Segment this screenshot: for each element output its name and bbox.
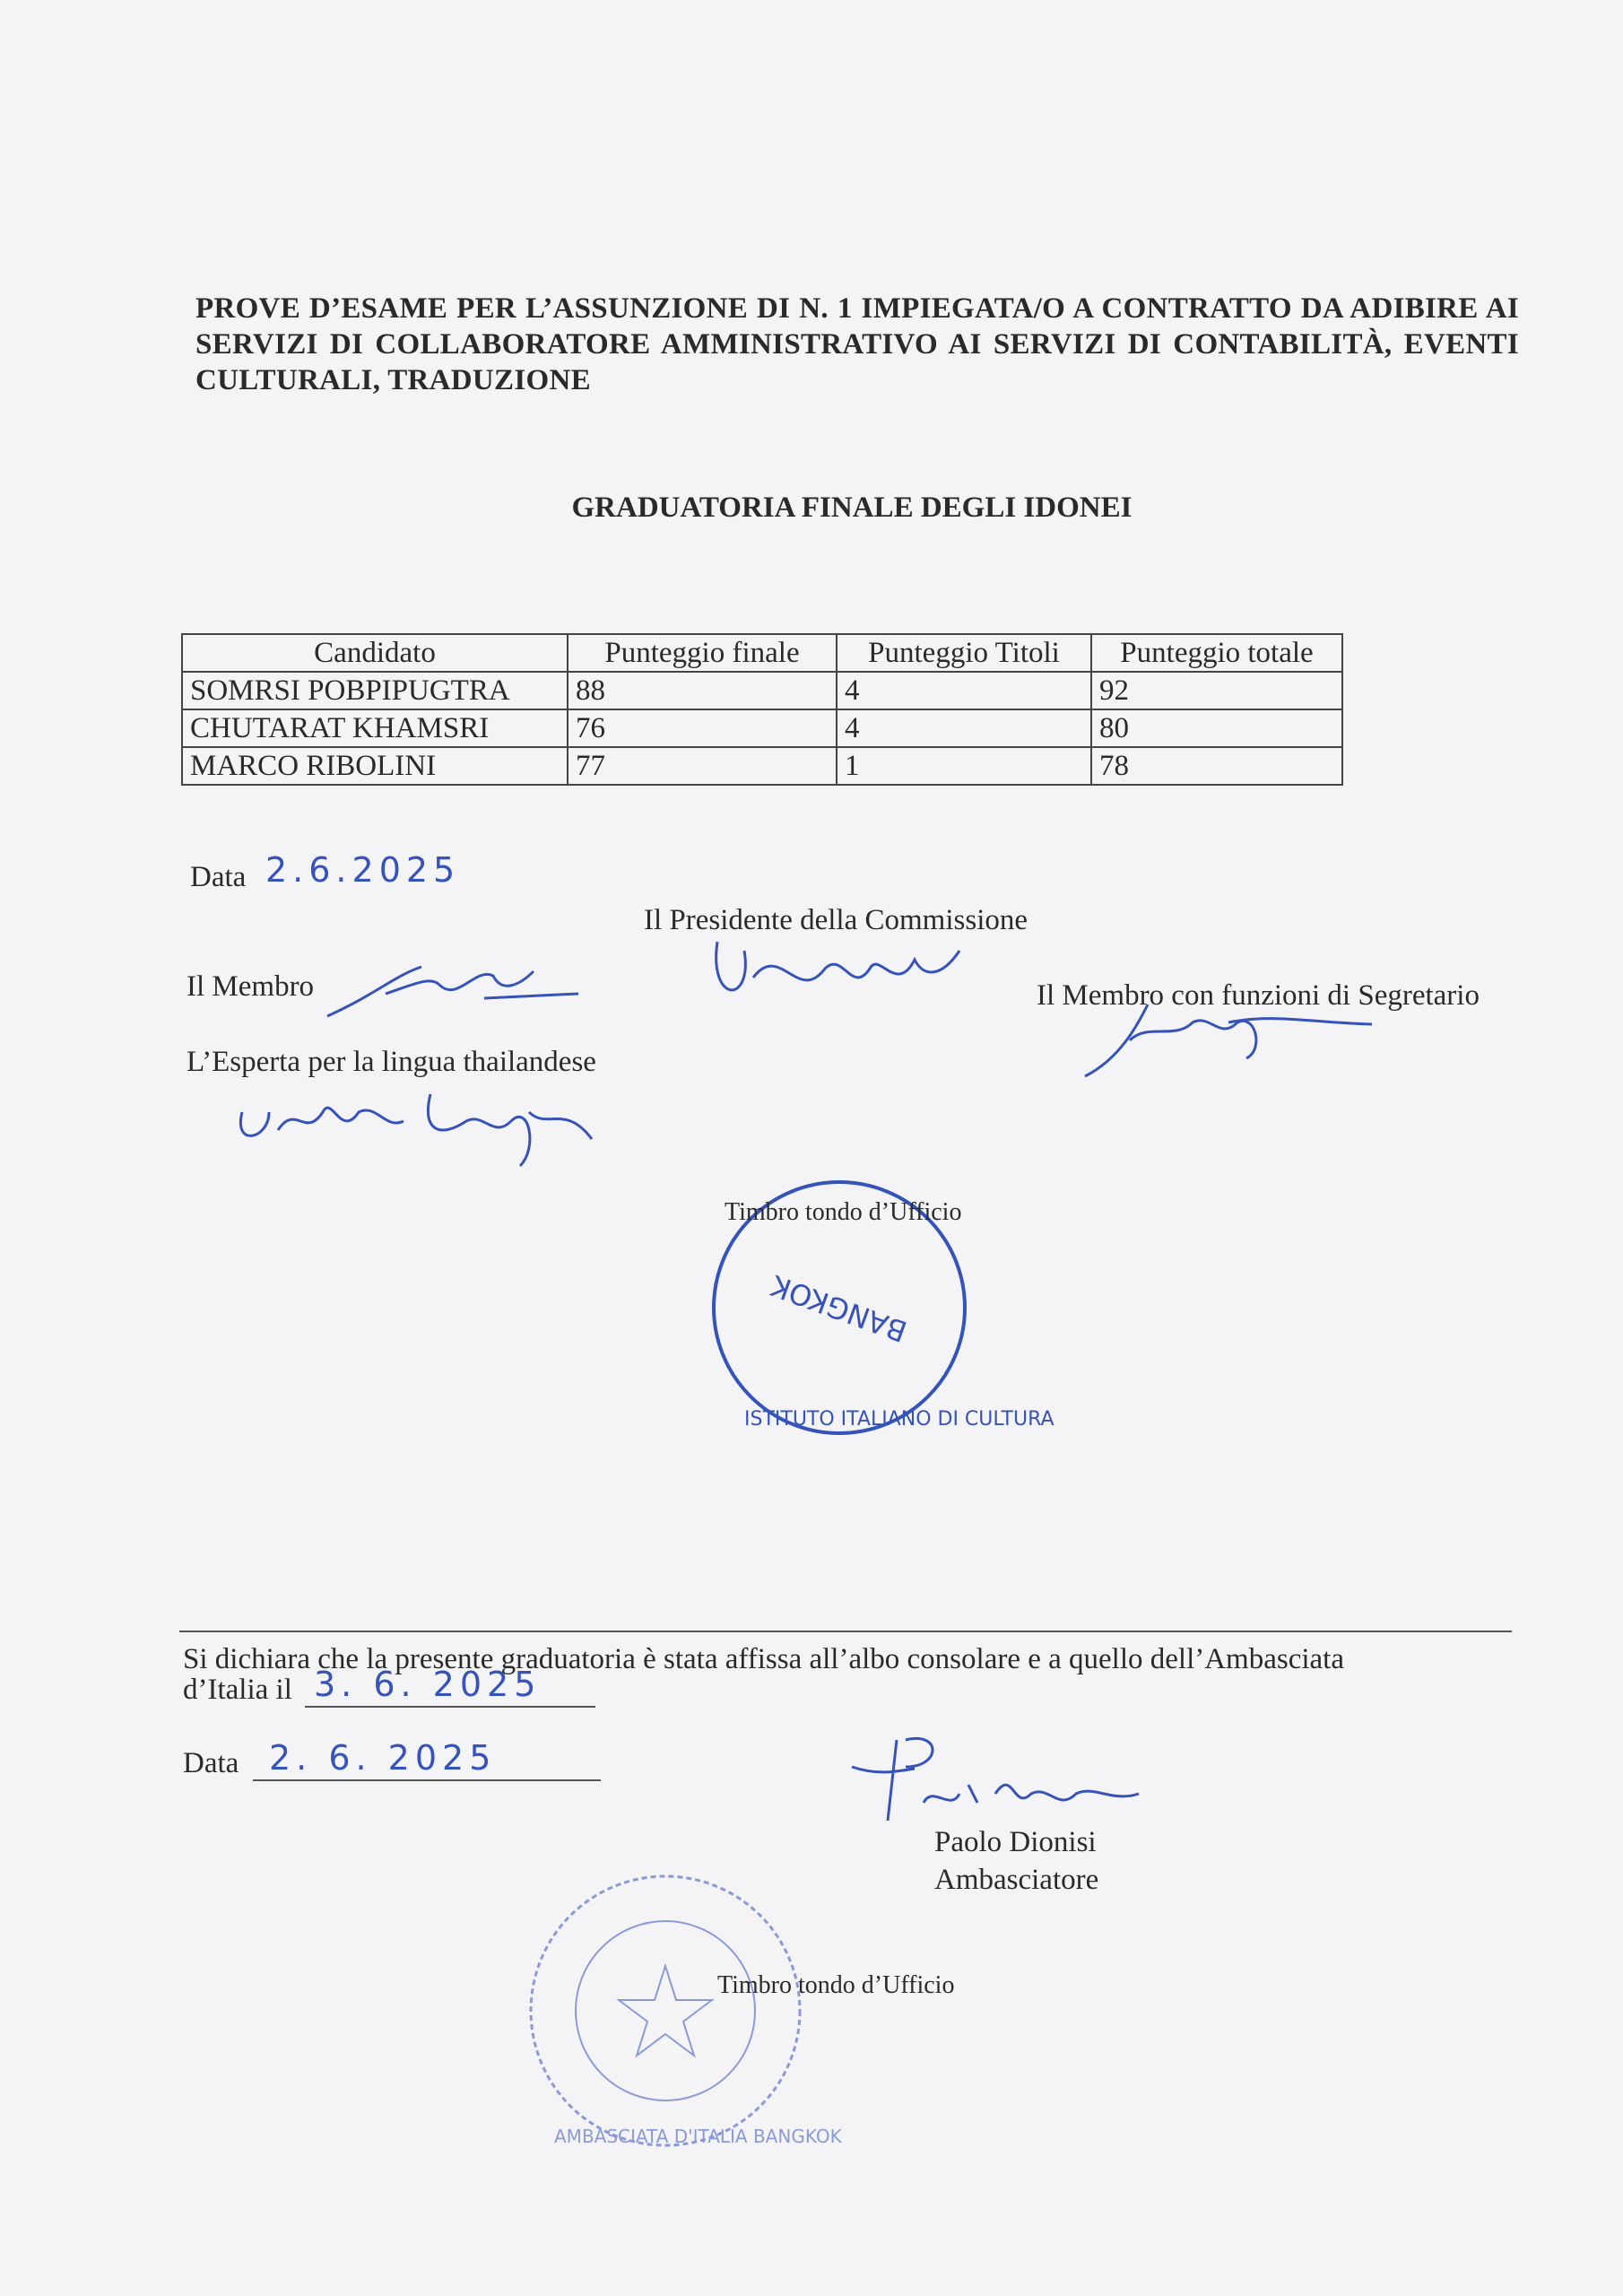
header-candidate: Candidato [182,634,568,672]
expert-signature [233,1076,610,1175]
member-signature [323,958,583,1021]
table-header-row [182,634,1342,672]
table-row [182,709,1342,747]
secretary-signature [1076,987,1381,1085]
declaration-text-line1: Si dichiara che la presente graduatoria è stata affissa all’albo consolare e a quello dell’Ambasciata [183,1643,1344,1675]
commission-date-handwritten: 2.6.2025 [265,850,461,890]
embassy-stamp [522,1867,809,2154]
cell-total-score: 78 [1091,747,1342,785]
declaration-text-line2: d’Italia il [183,1674,292,1706]
president-signature [699,924,968,1022]
posted-date-line [305,1706,595,1708]
expert-label: L’Esperta per la lingua thailandese [187,1046,596,1078]
header-titles-score: Punteggio Titoli [837,634,1091,672]
cell-final-score: 76 [568,709,837,747]
embassy-stamp-text: AMBASCIATA D'ITALIA BANGKOK [554,2126,842,2147]
cell-final-score: 88 [568,672,837,709]
table-row [182,672,1342,709]
document-heading: PROVE D’ESAME PER L’ASSUNZIONE DI N. 1 IMPIEGATA/O A CONTRATTO DA ADIBIRE AI SERVIZI DI COLLABORATORE AMMINISTRATIVO AI SERVIZI DI CONTABILITÀ, EVENTI CULTURALI, TRADUZIONE [195,292,1519,396]
commission-date-label: Data [190,861,247,893]
declaration-date-line [253,1779,601,1781]
secretary-label: Il Membro con funzioni di Segretario [1037,979,1480,1012]
cell-titles-score: 4 [837,672,1091,709]
cell-candidate: MARCO RIBOLINI [182,747,568,785]
section-divider [179,1631,1512,1632]
cell-titles-score: 1 [837,747,1091,785]
embassy-stamp-caption: Timbro tondo d’Ufficio [717,1971,955,1999]
header-total-score: Punteggio totale [1091,634,1342,672]
signer-title: Ambasciatore [934,1864,1099,1896]
ambassador-signature [843,1731,1148,1830]
ranking-table [181,633,1343,786]
institute-stamp-text: ISTITUTO ITALIANO DI CULTURA [744,1408,1055,1431]
cell-titles-score: 4 [837,709,1091,747]
cell-total-score: 80 [1091,709,1342,747]
declaration-date-handwritten: 2. 6. 2025 [269,1738,497,1778]
signer-name: Paolo Dionisi [934,1826,1097,1858]
posted-date-handwritten: 3. 6. 2025 [314,1665,542,1704]
declaration-date-label: Data [183,1747,239,1779]
president-label: Il Presidente della Commissione [644,904,1028,936]
document-subtitle: GRADUATORIA FINALE DEGLI IDONEI [571,491,1133,524]
institute-stamp-caption: Timbro tondo d’Ufficio [725,1198,962,1226]
header-final-score: Punteggio finale [568,634,837,672]
cell-total-score: 92 [1091,672,1342,709]
cell-final-score: 77 [568,747,837,785]
table-row [182,747,1342,785]
cell-candidate: CHUTARAT KHAMSRI [182,709,568,747]
cell-candidate: SOMRSI POBPIPUGTRA [182,672,568,709]
member-label: Il Membro [187,970,315,1003]
stamp-center-text: BANGKOK [766,1268,912,1349]
